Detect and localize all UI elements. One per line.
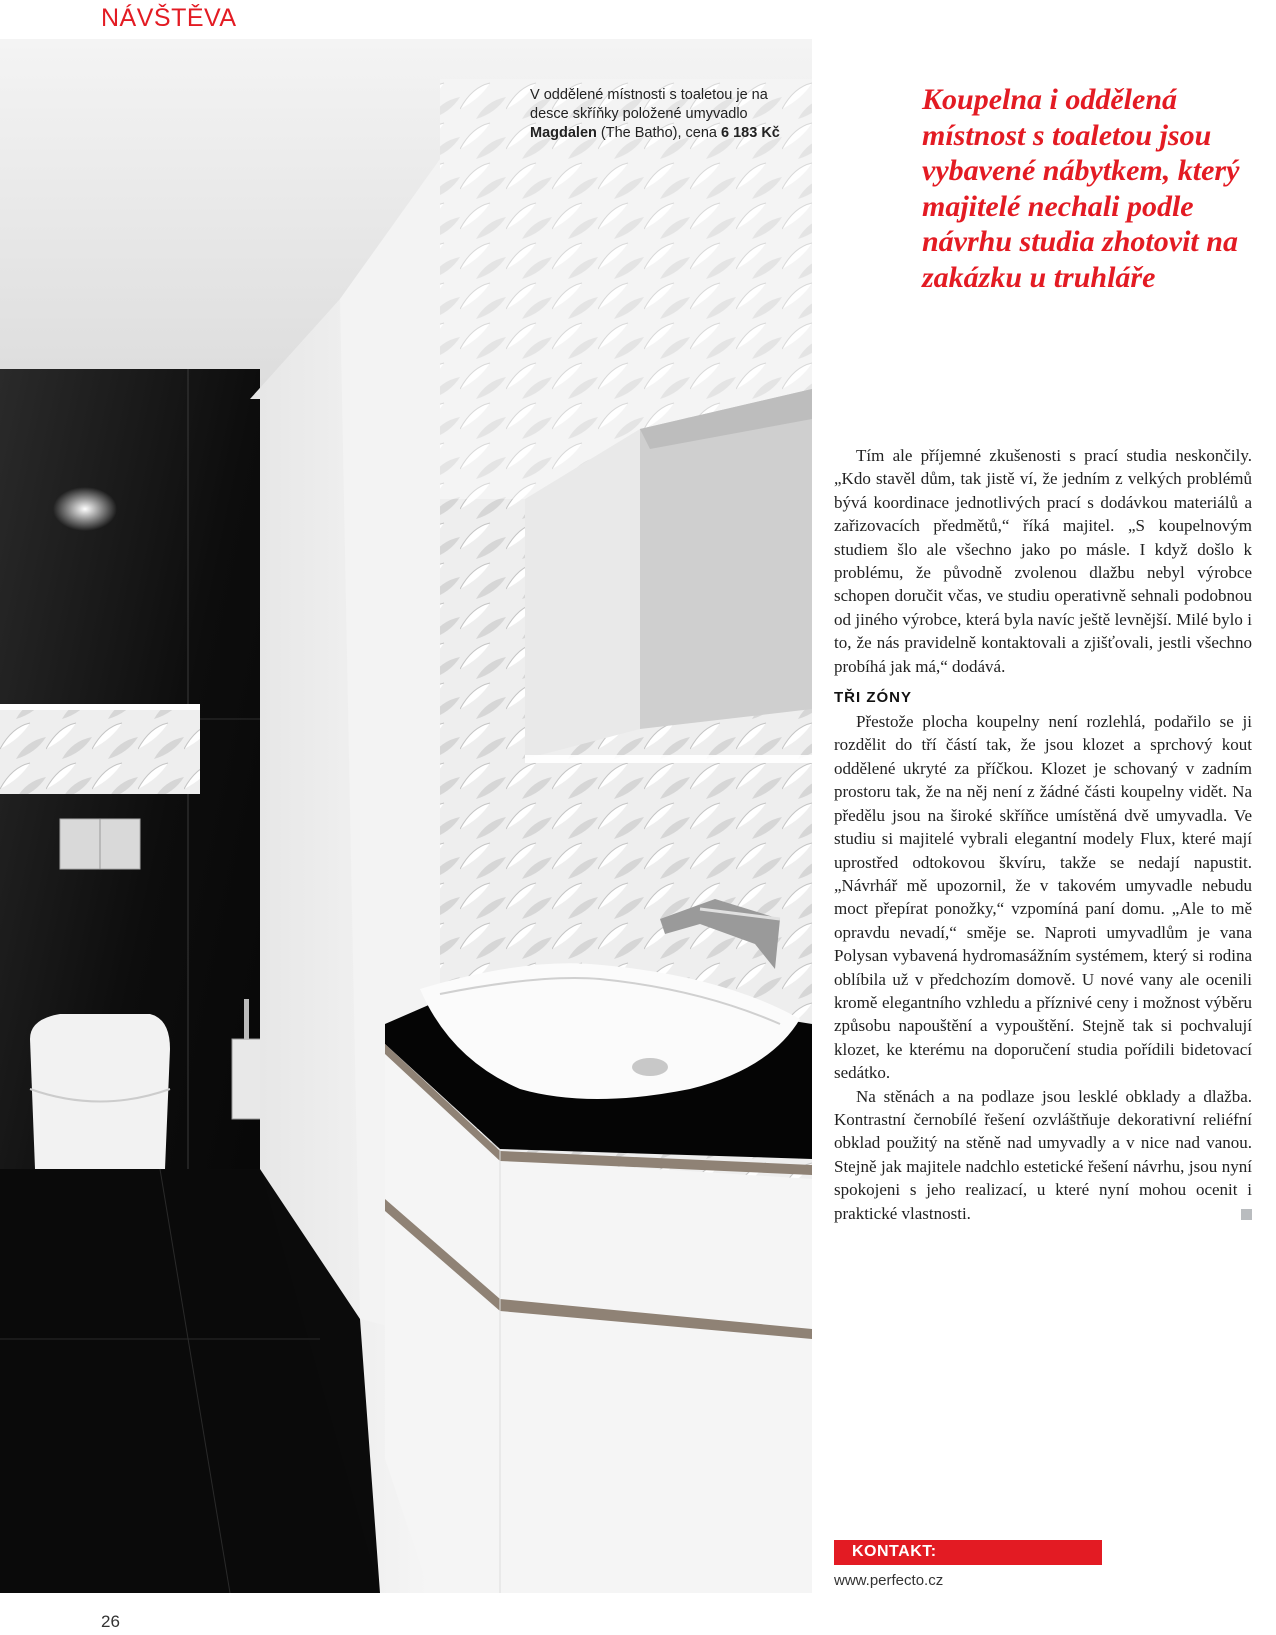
article-paragraph-3	[834, 1085, 1252, 1225]
pull-quote: Koupelna i oddělená místnost s toaletou jsou vybavené nábytkem, který majitelé nechali podle návrhu studia zhotovit na zakázku u truhláře	[922, 83, 1240, 294]
article-body	[834, 444, 1252, 1225]
end-mark-icon	[1241, 1209, 1252, 1220]
section-label: NÁVŠTĚVA	[101, 4, 237, 32]
article-paragraph-2: Přestože plocha koupelny není rozlehlá, podařilo se ji rozdělit do tří částí tak, že jsou klozet a sprchový kout oddělené ukryté za příčkou. Klozet je schovaný v zadním prostoru tak, že na něj není z žádné části koupelny vidět. Na předělu jsou na široké skříňce umístěná dvě umyvadla. Ve studiu si majitelé vybrali elegantní modely Flux, které mají uprostřed odtokovou škvíru, takže se nedají napustit. „Návrhář mě upozornil, že v takovém umyvadle nebudu moct přepírat ponožky,“ vzpomíná paní domu. „Ale to mě opravdu nevadí,“ směje se. Naproti umyvadlům je vana Polysan vybavená hydromasážním systémem, který si rodina oblíbila už v předchozím domově. U nové vany ale ocenili kromě elegantního vzhledu a příznivé ceny i možnost výběru způsobu napouštění a vypouštění. Stejně tak si pochvalují klozet, ke kterému na doporučení studia pořídili bidetovací sedátko.	[834, 712, 1252, 1083]
caption-text: V oddělené místnosti s toaletou je na desce skříňky položené umyvadlo	[530, 87, 768, 122]
bathroom-photo	[0, 39, 812, 1593]
contact-label: KONTAKT:	[852, 1543, 937, 1560]
article-subheading: TŘI ZÓNY	[834, 689, 912, 707]
page-number: 26	[101, 1612, 120, 1631]
article-paragraph-3-text: Na stěnách a na podlaze jsou lesklé obklady a dlažba. Kontrastní černobílé řešení ozvláštňuje dekorativní reliéfní obklad použitý na stěně nad umyvadly a v nice nad vanou. Stejně jak majitele nadchlo estetické řešení návrhu, jsou nyní spokojeni s jeho realizací, u které nyní mohou ocenit i praktické vlastnosti.	[834, 1086, 1252, 1223]
contact-url-link[interactable]: www.perfecto.cz	[834, 1572, 944, 1589]
caption-price: 6 183 Kč	[721, 125, 780, 141]
article-paragraph-1: Tím ale příjemné zkušenosti s prací studia neskončily. „Kdo stavěl dům, tak jistě ví, že jedním z velkých problémů bývá koordinace jednotlivých prací s dodávkou materiálů a zařizovacích předmětů,“ říká majitel. „S koupelnovým studiem šlo ale všechno jako po másle. I když došlo k problému, že původně zvolenou dlažbu nebyl výrobce schopen doručit včas, ve studiu operativně sehnali podobnou od jiného výrobce, která byla navíc ještě levnější. Milé bylo i to, že nás pravidelně kontaktovali a zjišťovali, jestli všechno probíhá jak má,“ dodává.	[834, 446, 1252, 676]
caption-text-middle: (The Batho), cena	[596, 125, 721, 141]
photo-caption	[530, 86, 780, 143]
caption-product: Magdalen	[530, 125, 597, 141]
